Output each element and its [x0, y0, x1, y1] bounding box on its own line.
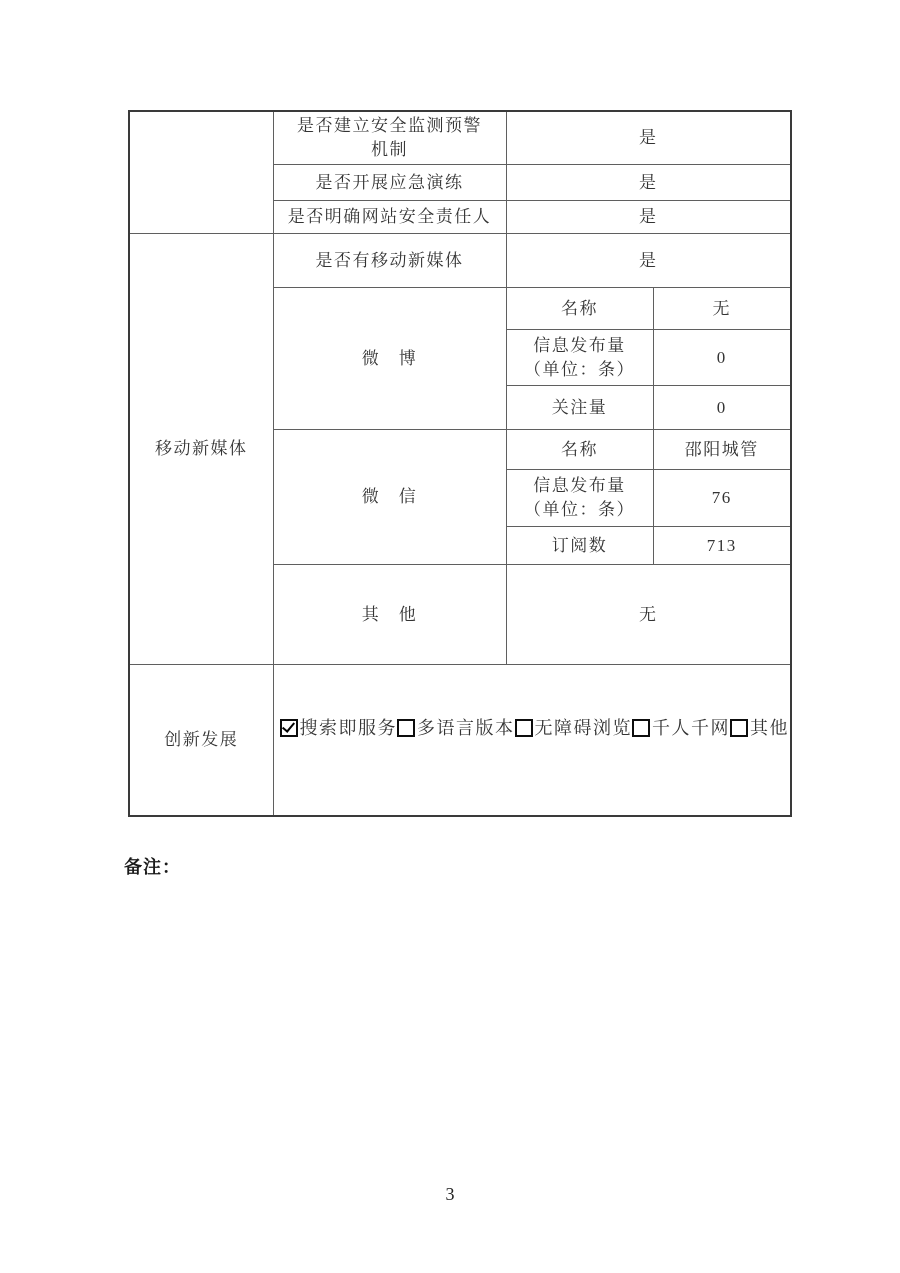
weixin-name-value: 邵阳城管 — [653, 430, 791, 470]
weixin-post-volume-value: 76 — [653, 470, 791, 527]
checkbox-unchecked-icon[interactable] — [515, 719, 533, 737]
checkbox-checked-icon[interactable] — [280, 719, 298, 737]
security-responsible-person-value: 是 — [506, 201, 791, 234]
emergency-drill-label: 是否开展应急演练 — [273, 165, 506, 201]
mobile-media-section-header: 移动新媒体 — [129, 234, 273, 665]
weibo-post-volume-label — [506, 330, 653, 386]
innovation-option-search-service — [280, 718, 398, 738]
section-header-empty-cell — [129, 111, 273, 234]
label-line: 是否建立安全监测预警 — [297, 116, 482, 135]
innovation-option-label: 千人千网 — [652, 717, 730, 738]
notes-label: 备注： — [124, 857, 181, 877]
annual-report-table — [128, 110, 792, 817]
label-line: 信息发布量 — [533, 476, 626, 495]
security-warning-mechanism-label — [273, 111, 506, 165]
label-line: 信息发布量 — [533, 335, 626, 355]
weibo-followers-label: 关注量 — [506, 386, 653, 430]
has-mobile-media-value: 是 — [506, 234, 791, 288]
weibo-post-volume-value: 0 — [653, 330, 791, 386]
page-number: 3 — [445, 1184, 455, 1204]
weixin-subscribers-value: 713 — [653, 527, 791, 565]
innovation-options-cell — [273, 665, 791, 816]
has-mobile-media-label: 是否有移动新媒体 — [273, 234, 506, 288]
checkbox-unchecked-icon[interactable] — [397, 719, 415, 737]
weibo-header: 微 博 — [273, 288, 506, 430]
emergency-drill-value: 是 — [506, 165, 791, 201]
innovation-option-label: 无障碍浏览 — [534, 717, 632, 738]
innovation-option-personalized — [632, 718, 730, 738]
checkbox-unchecked-icon[interactable] — [632, 719, 650, 737]
label-line: （单位：条） — [524, 359, 635, 379]
weibo-followers-value: 0 — [653, 386, 791, 430]
weixin-subscribers-label: 订阅数 — [506, 527, 653, 565]
security-responsible-person-label: 是否明确网站安全责任人 — [273, 201, 506, 234]
other-media-label: 其 他 — [273, 565, 506, 665]
other-media-value: 无 — [506, 565, 791, 665]
weibo-name-label: 名称 — [506, 288, 653, 330]
innovation-section-header: 创新发展 — [129, 665, 273, 816]
innovation-option-label: 其他 — [750, 717, 789, 738]
weixin-name-label: 名称 — [506, 430, 653, 470]
label-line: （单位：条） — [524, 500, 635, 519]
innovation-option-label: 多语言版本 — [417, 717, 515, 738]
innovation-option-label: 搜索即服务 — [299, 717, 397, 738]
weixin-header: 微 信 — [273, 430, 506, 565]
weixin-post-volume-label — [506, 470, 653, 527]
weibo-name-value: 无 — [653, 288, 791, 330]
security-warning-mechanism-value: 是 — [506, 111, 791, 165]
label-line: 机制 — [371, 140, 408, 159]
innovation-option-multilingual — [397, 718, 515, 738]
innovation-option-other — [730, 718, 789, 738]
innovation-option-accessibility — [515, 718, 633, 738]
checkbox-unchecked-icon[interactable] — [730, 719, 748, 737]
innovation-options-line — [280, 716, 789, 740]
